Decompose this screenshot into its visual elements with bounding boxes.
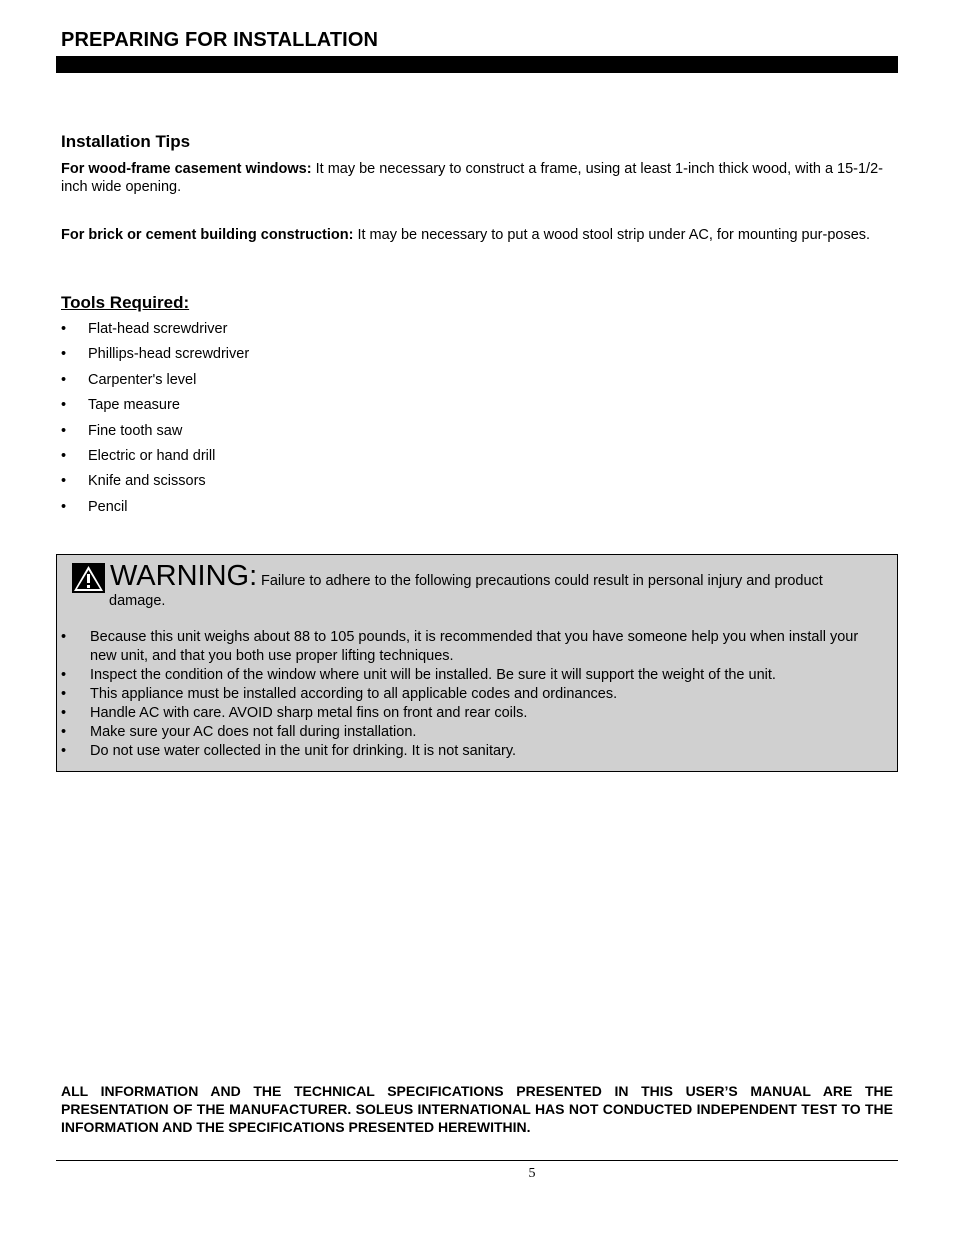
tip-text: It may be necessary to construct a frame, using at least 1-inch thick wood, with a 15-1/2-inch wide opening.	[61, 161, 883, 195]
list-item	[61, 742, 886, 761]
page-title: PREPARING FOR INSTALLATION	[61, 29, 379, 51]
tool-label: Carpenter's level	[88, 371, 197, 388]
tip-text: It may be necessary to put a wood stool strip under AC, for mounting pur-poses.	[353, 227, 871, 243]
list-item	[61, 396, 249, 421]
list-item	[61, 422, 249, 447]
title-bar	[56, 56, 898, 73]
warning-item-text: Make sure your AC does not fall during installation.	[90, 724, 417, 740]
bullet-icon: •	[61, 447, 67, 464]
bullet-icon: •	[61, 724, 67, 740]
warning-intro: Failure to adhere to the following precautions could result in personal injury and product damage.	[109, 573, 823, 609]
warning-item-text: Because this unit weighs about 88 to 105 pounds, it is recommended that you have someone help you when install your new unit, and that you both use proper lifting techniques.	[90, 629, 859, 664]
warning-item-text: Handle AC with care. AVOID sharp metal fins on front and rear coils.	[90, 705, 528, 721]
warning-item-text: This appliance must be installed according to all applicable codes and ordinances.	[90, 686, 618, 702]
bullet-icon: •	[61, 498, 67, 515]
bullet-icon: •	[61, 397, 67, 414]
installation-tips-heading: Installation Tips	[61, 132, 191, 151]
bullet-icon: •	[61, 346, 67, 363]
footer-rule	[56, 1160, 898, 1161]
list-item	[61, 498, 249, 523]
bullet-icon: •	[61, 473, 67, 490]
tool-label: Knife and scissors	[88, 473, 206, 490]
tip-paragraph	[61, 226, 897, 244]
bullet-icon: •	[61, 321, 67, 337]
bullet-icon: •	[61, 705, 67, 721]
tool-label: Tape measure	[88, 397, 180, 414]
bullet-icon: •	[61, 629, 67, 645]
tool-label: Electric or hand drill	[88, 447, 216, 464]
disclaimer: ALL INFORMATION AND THE TECHNICAL SPECIFICATIONS PRESENTED IN THIS USER’S MANUAL ARE THE PRESENTATION OF THE MANUFACTURER. SOLEUS INTERNATIONAL HAS NOT CONDUCTED INDEPENDENT TEST TO THE INFORMATION AND THE SPECIFICATIONS PRESENTED HEREWITHIN.	[61, 1083, 893, 1135]
tool-label: Flat-head screwdriver	[88, 321, 228, 337]
tip-lead: For brick or cement building construction:	[61, 227, 354, 243]
warning-item-text: Do not use water collected in the unit for drinking. It is not sanitary.	[90, 743, 517, 759]
bullet-icon: •	[61, 371, 67, 388]
tip-paragraph	[61, 160, 897, 196]
warning-box	[56, 554, 898, 772]
list-item	[61, 345, 249, 370]
tip-lead: For wood-frame casement windows:	[61, 161, 312, 177]
list-item	[61, 371, 249, 396]
tool-label: Pencil	[88, 498, 128, 515]
list-item	[61, 320, 249, 345]
list-item	[61, 472, 249, 497]
bullet-icon: •	[61, 422, 67, 439]
tool-label: Fine tooth saw	[88, 422, 183, 439]
list-item	[61, 666, 886, 685]
bullet-icon: •	[61, 667, 67, 683]
warning-item-text: Inspect the condition of the window where unit will be installed. Be sure it will support the weight of the unit.	[90, 667, 776, 683]
warning-list	[61, 628, 886, 761]
page-number: 5	[528, 1166, 536, 1181]
list-item	[61, 723, 886, 742]
bullet-icon: •	[61, 686, 67, 702]
warning-triangle-icon	[72, 563, 105, 593]
tool-label: Phillips-head screwdriver	[88, 346, 250, 363]
list-item	[61, 447, 249, 472]
list-item	[61, 628, 886, 666]
list-item	[61, 704, 886, 723]
tools-list	[61, 320, 249, 523]
tools-required-heading: Tools Required:	[61, 293, 190, 312]
warning-label: WARNING:	[110, 560, 258, 592]
list-item	[61, 685, 886, 704]
bullet-icon: •	[61, 743, 67, 759]
